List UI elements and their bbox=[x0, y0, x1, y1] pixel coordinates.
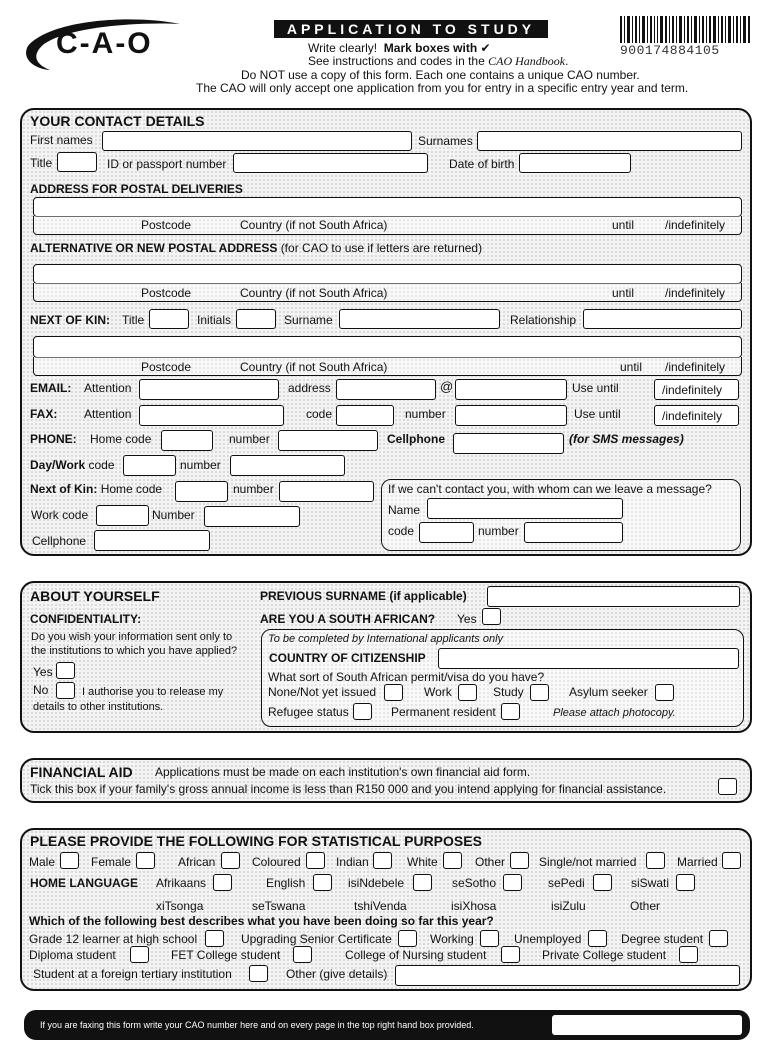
cellphone-field[interactable] bbox=[453, 433, 564, 454]
nok-phone-label: Next of Kin: Home code bbox=[30, 482, 163, 496]
conf-yes-label: Yes bbox=[33, 665, 53, 679]
lang-setswana-label: seTswana bbox=[252, 899, 306, 913]
lang-tshivenda-label: tshiVenda bbox=[354, 899, 407, 913]
one-application-note: The CAO will only accept one application from you for entry in a specific entry year and term. bbox=[196, 81, 689, 95]
work-code-field[interactable] bbox=[96, 505, 149, 526]
write-clearly: Write clearly! Mark boxes with ✔ bbox=[308, 41, 491, 55]
coloured-label: Coloured bbox=[252, 855, 301, 869]
conf-question-2: the institutions to which you have applied? bbox=[31, 645, 238, 657]
daywork-number-label: number bbox=[180, 458, 221, 472]
nok-surname-field[interactable] bbox=[339, 309, 500, 329]
message-question: If we can't contact you, with whom can we leave a message? bbox=[388, 482, 712, 496]
male-checkbox[interactable] bbox=[60, 852, 79, 869]
fax-attention-field[interactable] bbox=[139, 405, 284, 426]
other-race-label: Other bbox=[475, 855, 506, 869]
male-label: Male bbox=[29, 855, 56, 869]
fax-cao-note: If you are faxing this form write your CAO number here and on every page in the top right hand box provided. bbox=[40, 1020, 474, 1030]
photocopy-note: Please attach photocopy. bbox=[553, 707, 676, 719]
message-name-field[interactable] bbox=[427, 498, 623, 519]
id-field[interactable] bbox=[233, 153, 428, 173]
email-label: EMAIL: bbox=[30, 381, 72, 395]
conf-no-label: No bbox=[33, 683, 49, 697]
lang-isixhosa-label: isiXhosa bbox=[451, 899, 497, 913]
message-code-field[interactable] bbox=[419, 522, 474, 543]
lang-english-checkbox[interactable] bbox=[313, 874, 332, 891]
id-label: ID or passport number bbox=[107, 157, 227, 171]
nok-surname-label: Surname bbox=[284, 313, 333, 327]
degree-label: Degree student bbox=[621, 932, 704, 946]
nok-title-field[interactable] bbox=[149, 309, 189, 329]
home-number-label: number bbox=[229, 432, 270, 446]
message-code-label: code bbox=[388, 524, 415, 538]
copy-warning: Do NOT use a copy of this form. Each one contains a unique CAO number. bbox=[241, 68, 640, 82]
diploma-label: Diploma student bbox=[29, 948, 116, 962]
nok-number-label: number bbox=[233, 482, 274, 496]
home-number-field[interactable] bbox=[278, 430, 378, 451]
message-number-label: number bbox=[478, 524, 519, 538]
indefinitely-label-1: /indefinitely bbox=[665, 218, 726, 232]
nursing-label: College of Nursing student bbox=[345, 948, 487, 962]
financial-aid-checkbox[interactable] bbox=[718, 778, 737, 795]
lang-isindebele-checkbox[interactable] bbox=[413, 874, 432, 891]
south-african-yes-checkbox[interactable] bbox=[482, 608, 501, 625]
fax-label: FAX: bbox=[30, 407, 58, 421]
sms-note: (for SMS messages) bbox=[569, 432, 684, 446]
financial-note: Applications must be made on each institution's own financial aid form. bbox=[155, 765, 531, 779]
unemployed-checkbox[interactable] bbox=[588, 930, 607, 947]
nok-home-code-field[interactable] bbox=[175, 481, 228, 502]
financial-heading: FINANCIAL AID bbox=[30, 764, 133, 780]
postal-address-details-row bbox=[33, 216, 742, 235]
until-label-2: until bbox=[612, 286, 635, 300]
prev-surname-label: PREVIOUS SURNAME (if applicable) bbox=[260, 589, 467, 603]
african-checkbox[interactable] bbox=[221, 852, 240, 869]
foreign-label: Student at a foreign tertiary institution bbox=[33, 967, 232, 981]
email-use-until-label: Use until bbox=[572, 381, 619, 395]
other-details-label: Other (give details) bbox=[286, 967, 388, 981]
fax-number-field[interactable] bbox=[455, 405, 567, 426]
fet-label: FET College student bbox=[171, 948, 281, 962]
refugee-label: Refugee status bbox=[268, 705, 349, 719]
permit-asylum-label: Asylum seeker bbox=[569, 685, 648, 699]
financial-tick-text: Tick this box if your family's gross annual income is less than R150 000 and you intend applying for financial assistance. bbox=[30, 782, 667, 796]
email-domain-field[interactable] bbox=[455, 379, 567, 400]
initials-field[interactable] bbox=[236, 309, 276, 329]
daywork-label: Day/Work code bbox=[30, 458, 115, 472]
surnames-field[interactable] bbox=[477, 131, 742, 151]
female-checkbox[interactable] bbox=[136, 852, 155, 869]
nok-cellphone-label: Cellphone bbox=[32, 534, 87, 548]
permit-none-label: None/Not yet issued bbox=[268, 685, 377, 699]
permit-none-checkbox[interactable] bbox=[384, 684, 403, 701]
lang-other-label: Other bbox=[630, 899, 661, 913]
lang-sepedi-label: sePedi bbox=[548, 876, 585, 890]
fax-use-until-label: Use until bbox=[574, 407, 621, 421]
prev-surname-field[interactable] bbox=[487, 586, 740, 607]
lang-siswati-label: siSwati bbox=[631, 876, 670, 890]
nok-heading: NEXT OF KIN: bbox=[30, 313, 110, 327]
private-college-label: Private College student bbox=[542, 948, 667, 962]
contact-heading: YOUR CONTACT DETAILS bbox=[30, 113, 205, 129]
lang-sesotho-label: seSotho bbox=[452, 876, 497, 890]
relationship-label: Relationship bbox=[510, 313, 577, 327]
lang-english-label: English bbox=[266, 876, 306, 890]
permanent-label: Permanent resident bbox=[391, 705, 496, 719]
foreign-checkbox[interactable] bbox=[249, 965, 268, 982]
indefinitely-label-3: /indefinitely bbox=[665, 360, 726, 374]
dob-field[interactable] bbox=[519, 153, 631, 173]
fax-indefinitely-label: /indefinitely bbox=[662, 409, 723, 423]
daywork-number-field[interactable] bbox=[230, 455, 345, 476]
authorise-line-2: details to other institutions. bbox=[33, 701, 164, 713]
private-college-checkbox[interactable] bbox=[679, 946, 698, 963]
alt-address-line[interactable] bbox=[33, 264, 742, 284]
fax-code-label: code bbox=[306, 407, 333, 421]
coloured-checkbox[interactable] bbox=[306, 852, 325, 869]
until-label-3: until bbox=[620, 360, 643, 374]
email-attention-field[interactable] bbox=[139, 379, 279, 400]
country-label-1: Country (if not South Africa) bbox=[240, 218, 388, 232]
white-checkbox[interactable] bbox=[443, 852, 462, 869]
first-names-field[interactable] bbox=[102, 131, 412, 151]
indefinitely-label-2: /indefinitely bbox=[665, 286, 726, 300]
about-heading: ABOUT YOURSELF bbox=[30, 588, 160, 604]
until-label-1: until bbox=[612, 218, 635, 232]
initials-label: Initials bbox=[197, 313, 232, 327]
indian-label: Indian bbox=[336, 855, 369, 869]
postcode-label-1: Postcode bbox=[141, 218, 192, 232]
white-label: White bbox=[407, 855, 438, 869]
barcode bbox=[620, 16, 750, 43]
daywork-code-field[interactable] bbox=[123, 455, 176, 476]
alt-address-heading: ALTERNATIVE OR NEW POSTAL ADDRESS (for CAO to use if letters are returned) bbox=[30, 241, 483, 255]
home-code-field[interactable] bbox=[161, 430, 213, 451]
conf-yes-checkbox[interactable] bbox=[56, 662, 75, 679]
postal-address-line[interactable] bbox=[33, 197, 742, 217]
permit-study-label: Study bbox=[493, 685, 524, 699]
married-label: Married bbox=[677, 855, 718, 869]
married-checkbox[interactable] bbox=[722, 852, 741, 869]
cao-number-box[interactable] bbox=[552, 1015, 742, 1035]
phone-label: PHONE: bbox=[30, 432, 77, 446]
doing-question: Which of the following best describes what you have been doing so far this year? bbox=[29, 914, 494, 928]
postcode-label-2: Postcode bbox=[141, 286, 192, 300]
barcode-number: 900174884105 bbox=[620, 43, 720, 58]
diploma-checkbox[interactable] bbox=[130, 946, 149, 963]
country-label-2: Country (if not South Africa) bbox=[240, 286, 388, 300]
handbook-note: See instructions and codes in the CAO Handbook. bbox=[308, 54, 569, 68]
permit-question: What sort of South African permit/visa do you have? bbox=[268, 670, 545, 684]
citizenship-field[interactable] bbox=[438, 648, 739, 669]
surnames-label: Surnames bbox=[418, 134, 473, 148]
message-number-field[interactable] bbox=[524, 522, 623, 543]
permit-work-checkbox[interactable] bbox=[458, 684, 477, 701]
home-language-label: HOME LANGUAGE bbox=[30, 876, 138, 890]
confidentiality-label: CONFIDENTIALITY: bbox=[30, 612, 142, 626]
email-attention-label: Attention bbox=[84, 381, 132, 395]
cellphone-bold-label: Cellphone bbox=[387, 432, 446, 446]
citizenship-label: COUNTRY OF CITIZENSHIP bbox=[269, 651, 426, 665]
lang-xitsonga-label: xiTsonga bbox=[156, 899, 204, 913]
title-field[interactable] bbox=[57, 152, 97, 172]
at-sign: @ bbox=[440, 379, 454, 394]
permit-study-checkbox[interactable] bbox=[530, 684, 549, 701]
nok-title-label: Title bbox=[122, 313, 145, 327]
fax-code-field[interactable] bbox=[336, 405, 394, 426]
postcode-label-3: Postcode bbox=[141, 360, 192, 374]
lang-afrikaans-label: Afrikaans bbox=[156, 876, 207, 890]
relationship-field[interactable] bbox=[583, 309, 742, 329]
nok-number-field[interactable] bbox=[279, 481, 374, 502]
email-user-field[interactable] bbox=[336, 379, 436, 400]
country-label-3: Country (if not South Africa) bbox=[240, 360, 388, 374]
form-title-text: APPLICATION TO STUDY bbox=[286, 21, 536, 37]
upgrading-label: Upgrading Senior Certificate bbox=[241, 932, 392, 946]
fax-number-label: number bbox=[405, 407, 446, 421]
conf-no-checkbox[interactable] bbox=[56, 682, 75, 699]
email-address-label: address bbox=[288, 381, 331, 395]
lang-isindebele-label: isiNdebele bbox=[348, 876, 405, 890]
fet-checkbox[interactable] bbox=[293, 946, 312, 963]
lang-siswati-checkbox[interactable] bbox=[676, 874, 695, 891]
single-label: Single/not married bbox=[539, 855, 637, 869]
message-name-label: Name bbox=[388, 503, 421, 517]
other-details-field[interactable] bbox=[395, 965, 740, 986]
work-number-label: Number bbox=[152, 508, 195, 522]
lang-afrikaans-checkbox[interactable] bbox=[213, 874, 232, 891]
lang-sesotho-checkbox[interactable] bbox=[503, 874, 522, 891]
work-code-label: Work code bbox=[31, 508, 89, 522]
logo-text: C-A-O bbox=[56, 27, 153, 60]
upgrading-checkbox[interactable] bbox=[398, 930, 417, 947]
single-checkbox[interactable] bbox=[646, 852, 665, 869]
title-label: Title bbox=[30, 156, 53, 170]
south-african-yes-label: Yes bbox=[457, 612, 477, 626]
refugee-checkbox[interactable] bbox=[353, 703, 372, 720]
grade12-label: Grade 12 learner at high school bbox=[29, 932, 198, 946]
working-label: Working bbox=[430, 932, 474, 946]
form-title bbox=[274, 20, 548, 38]
nok-cellphone-field[interactable] bbox=[94, 530, 210, 551]
statistics-heading: PLEASE PROVIDE THE FOLLOWING FOR STATISTICAL PURPOSES bbox=[30, 833, 482, 849]
other-race-checkbox[interactable] bbox=[510, 852, 529, 869]
unemployed-label: Unemployed bbox=[514, 932, 582, 946]
lang-sepedi-checkbox[interactable] bbox=[593, 874, 612, 891]
grade12-checkbox[interactable] bbox=[205, 930, 224, 947]
working-checkbox[interactable] bbox=[480, 930, 499, 947]
authorise-line-1: I authorise you to release my bbox=[82, 686, 224, 698]
nok-address-line[interactable] bbox=[33, 336, 742, 358]
conf-question-1: Do you wish your information sent only to bbox=[31, 631, 233, 643]
permanent-checkbox[interactable] bbox=[501, 703, 520, 720]
female-label: Female bbox=[91, 855, 132, 869]
indian-checkbox[interactable] bbox=[373, 852, 392, 869]
dob-label: Date of birth bbox=[449, 157, 515, 171]
south-african-label: ARE YOU A SOUTH AFRICAN? bbox=[260, 612, 436, 626]
fax-attention-label: Attention bbox=[84, 407, 132, 421]
email-indefinitely-label: /indefinitely bbox=[662, 383, 723, 397]
lang-isizulu-label: isiZulu bbox=[551, 899, 586, 913]
degree-checkbox[interactable] bbox=[709, 930, 728, 947]
african-label: African bbox=[178, 855, 216, 869]
nursing-checkbox[interactable] bbox=[501, 946, 520, 963]
first-names-label: First names bbox=[30, 133, 93, 147]
work-number-field[interactable] bbox=[204, 506, 300, 527]
postal-address-heading: ADDRESS FOR POSTAL DELIVERIES bbox=[30, 182, 243, 196]
alt-address-details-row bbox=[33, 283, 742, 302]
permit-work-label: Work bbox=[424, 685, 452, 699]
international-note: To be completed by International applicants only bbox=[268, 633, 504, 645]
home-code-label: Home code bbox=[90, 432, 152, 446]
permit-asylum-checkbox[interactable] bbox=[655, 684, 674, 701]
